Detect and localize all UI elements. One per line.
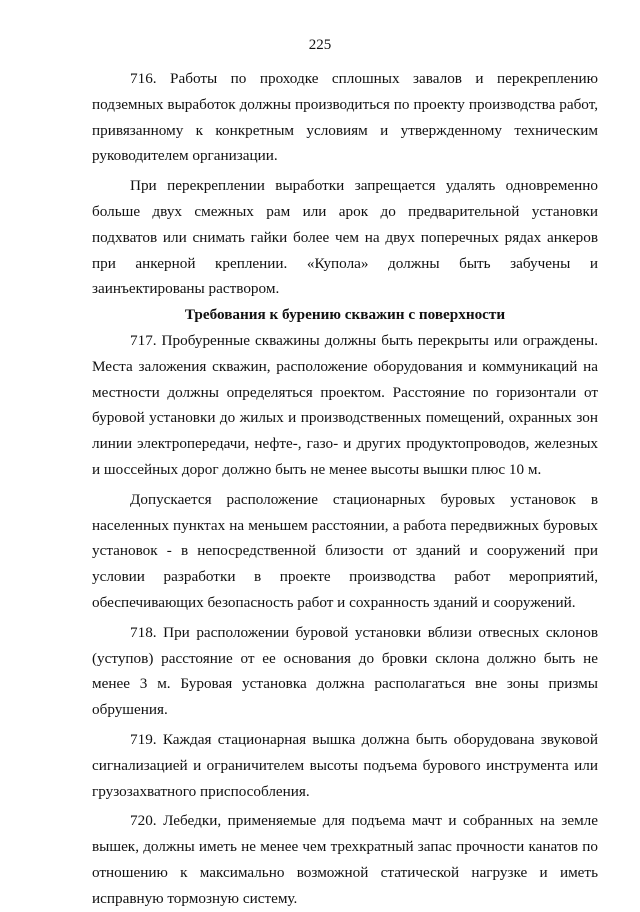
paragraph-716-continued: При перекреплении выработки запрещается удалять одновременно больше двух смежных рам или арок до предварительной установки подхватов или снимать гайки более чем на двух поперечных рядах анкеров при анкерной креплении. «Купола» должны быть забучены и заинъектированы раствором.	[92, 177, 598, 298]
document-body	[92, 66, 598, 912]
paragraph-720: 720. Лебедки, применяемые для подъема мачт и собранных на земле вышек, должны иметь не менее чем трехкратный запас прочности канатов по отношению к максимально возможной статической нагрузке и иметь исправную тормозную систему.	[92, 812, 598, 907]
paragraph-716: 716. Работы по проходке сплошных завалов и перекреплению подземных выработок должны производиться по проекту производства работ, привязанному к конкретным условиям и утвержденному техническим руководителем организации.	[92, 70, 598, 165]
section-heading: Требования к бурению скважин с поверхности	[184, 306, 506, 324]
paragraph-718: 718. При расположении буровой установки вблизи отвесных склонов (уступов) расстояние от ее основания до бровки склона должно быть не менее 3 м. Буровая установка должна располагаться вне зоны призмы обрушения.	[92, 623, 598, 719]
page-number: 225	[308, 37, 332, 53]
paragraph-717-continued: Допускается расположение стационарных буровых установок в населенных пунктах на меньшем расстоянии, а работа передвижных буровых установок - в непосредственной близости от зданий и сооружений при условии разработки в проекте производства работ мероприятий, обеспечивающих безопасность работ и сохранность зданий и сооружений.	[92, 490, 598, 611]
paragraph-717: 717. Пробуренные скважины должны быть перекрыты или ограждены. Места заложения скважин, расположение оборудования и коммуникаций на местности должны определяться проектом. Расстояние по горизонтали от буровой установки до жилых и производственных помещений, охранных зон линии электропередачи, нефте-, газо- и других продуктопроводов, железных и шоссейных дорог должно быть не менее высоты вышки плюс 10 м.	[92, 331, 598, 478]
paragraph-719: 719. Каждая стационарная вышка должна быть оборудована звуковой сигнализацией и ограничителем высоты подъема бурового инструмента или грузозахватного приспособления.	[92, 730, 598, 800]
